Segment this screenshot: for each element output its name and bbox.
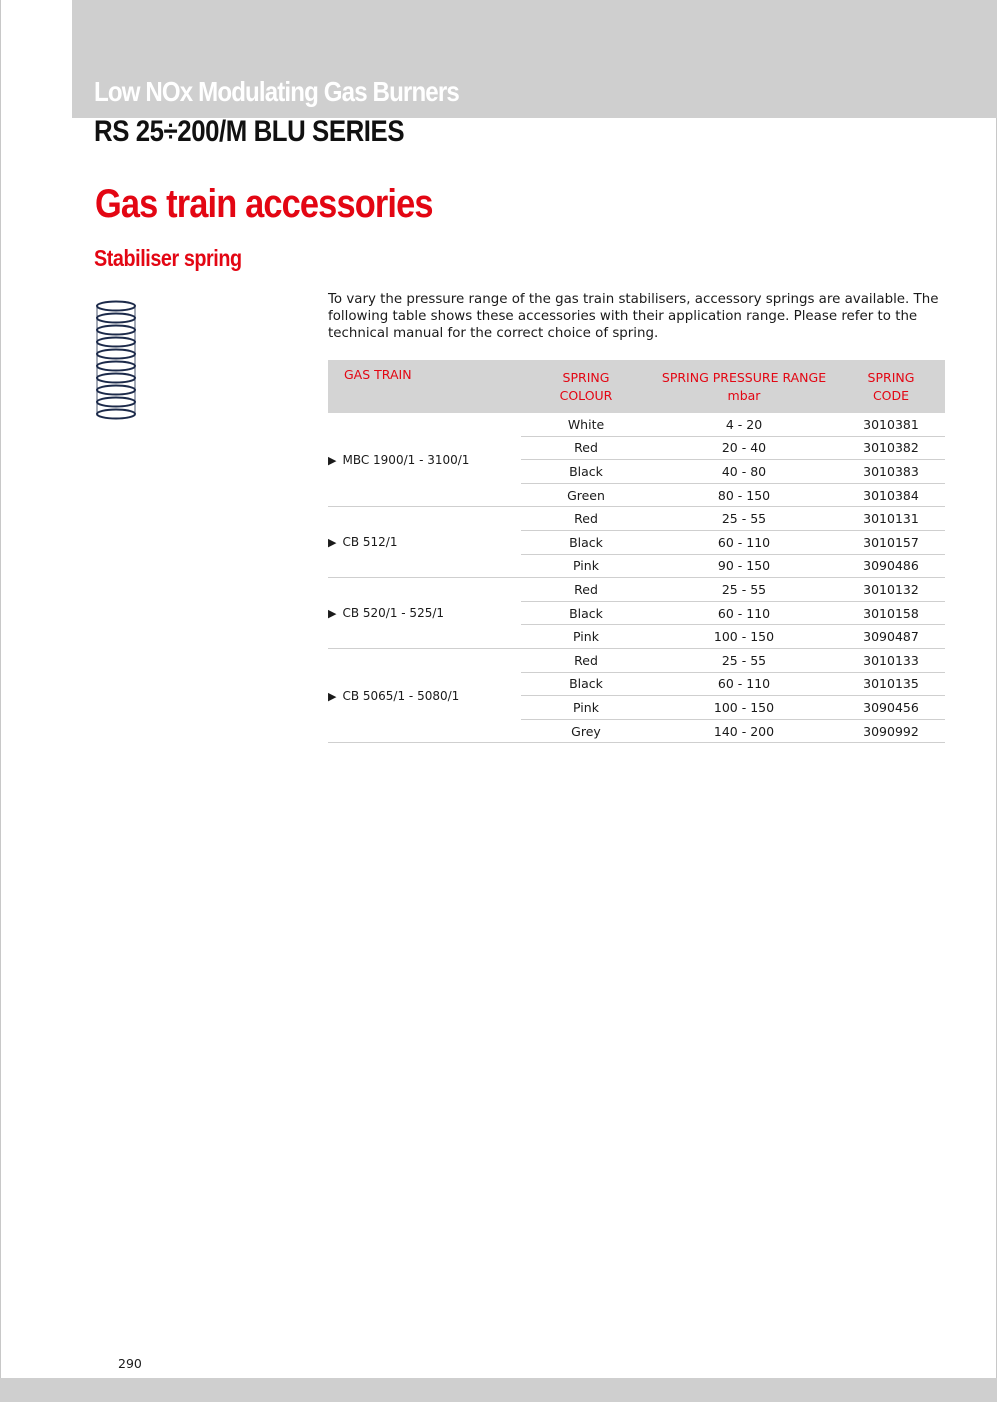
- spring-colour: Red: [521, 507, 651, 531]
- triangle-right-icon: ▶: [328, 607, 337, 621]
- spring-colour: Grey: [521, 719, 651, 743]
- spring-colour: Black: [521, 672, 651, 696]
- brand-title: Low NOx Modulating Gas Burners: [94, 76, 459, 107]
- table-row: [328, 578, 945, 602]
- spring-code: 3090456: [837, 696, 945, 720]
- header-code-line2: CODE: [872, 387, 910, 403]
- spring-code: 3090992: [837, 719, 945, 743]
- page-number: 290: [118, 1356, 142, 1371]
- gas-train-cell: [328, 648, 521, 742]
- spring-colour: Pink: [521, 554, 651, 578]
- header-spring-code: [837, 360, 945, 413]
- gas-train-cell: [328, 578, 521, 649]
- table-row: [328, 507, 945, 531]
- spring-code: 3010133: [837, 648, 945, 672]
- header-code-line1: SPRING: [867, 369, 915, 385]
- spring-code: 3010158: [837, 601, 945, 625]
- pressure-range: 40 - 80: [651, 460, 837, 484]
- gas-train-cell: [328, 507, 521, 578]
- spring-code: 3010157: [837, 530, 945, 554]
- gas-train-cell: [328, 413, 521, 507]
- gas-train-name: CB 512/1: [342, 535, 398, 550]
- spring-colour: Black: [521, 530, 651, 554]
- spring-colour: Black: [521, 460, 651, 484]
- spring-code: 3010383: [837, 460, 945, 484]
- pressure-range: 60 - 110: [651, 672, 837, 696]
- spring-colour: Red: [521, 578, 651, 602]
- spring-code: 3010382: [837, 436, 945, 460]
- spring-colour: Green: [521, 483, 651, 507]
- spring-colour: Black: [521, 601, 651, 625]
- pressure-range: 140 - 200: [651, 719, 837, 743]
- pressure-range: 100 - 150: [651, 625, 837, 649]
- header-pressure-range: [651, 360, 837, 413]
- spring-colour: Red: [521, 648, 651, 672]
- intro-paragraph: To vary the pressure range of the gas train stabilisers, accessory springs are available. The following table shows these accessories with their application range. Please refer to the technical manual for the correct choice of spring.: [328, 292, 939, 341]
- spring-colour: Pink: [521, 696, 651, 720]
- section-title: Gas train accessories: [95, 182, 433, 226]
- spring-code: 3010135: [837, 672, 945, 696]
- header-spring-colour: [521, 360, 651, 413]
- spring-colour: Red: [521, 436, 651, 460]
- spring-table: [328, 360, 945, 743]
- pressure-range: 60 - 110: [651, 601, 837, 625]
- pressure-range: 100 - 150: [651, 696, 837, 720]
- series-title: RS 25÷200/M BLU SERIES: [94, 115, 405, 148]
- pressure-range: 60 - 110: [651, 530, 837, 554]
- pressure-range: 80 - 150: [651, 483, 837, 507]
- pressure-range: 20 - 40: [651, 436, 837, 460]
- gas-train-name: MBC 1900/1 - 3100/1: [342, 452, 470, 467]
- spring-code: 3090486: [837, 554, 945, 578]
- triangle-right-icon: ▶: [328, 689, 337, 703]
- spring-code: 3010132: [837, 578, 945, 602]
- spring-code: 3010384: [837, 483, 945, 507]
- pressure-range: 25 - 55: [651, 578, 837, 602]
- header-gas-train: GAS TRAIN: [328, 360, 521, 413]
- header-colour-line1: SPRING: [562, 369, 610, 385]
- header-range-line2: mbar: [727, 387, 761, 403]
- spring-code: 3010381: [837, 413, 945, 436]
- pressure-range: 4 - 20: [651, 413, 837, 436]
- pressure-range: 90 - 150: [651, 554, 837, 578]
- gas-train-name: CB 5065/1 - 5080/1: [342, 688, 460, 703]
- table-row: [328, 413, 945, 436]
- spring-code: 3010131: [837, 507, 945, 531]
- pressure-range: 25 - 55: [651, 507, 837, 531]
- triangle-right-icon: ▶: [328, 536, 337, 550]
- table-row: [328, 648, 945, 672]
- coil-spring-icon: [94, 298, 140, 424]
- spring-colour: White: [521, 413, 651, 436]
- table-header-row: [328, 360, 945, 413]
- header-range-line1: SPRING PRESSURE RANGE: [661, 369, 827, 385]
- pressure-range: 25 - 55: [651, 648, 837, 672]
- gas-train-name: CB 520/1 - 525/1: [342, 606, 445, 621]
- spring-code: 3090487: [837, 625, 945, 649]
- subsection-title: Stabiliser spring: [94, 245, 242, 271]
- triangle-right-icon: ▶: [328, 453, 337, 467]
- spring-colour: Pink: [521, 625, 651, 649]
- header-colour-line2: COLOUR: [559, 387, 613, 403]
- footer-band: [0, 1378, 997, 1402]
